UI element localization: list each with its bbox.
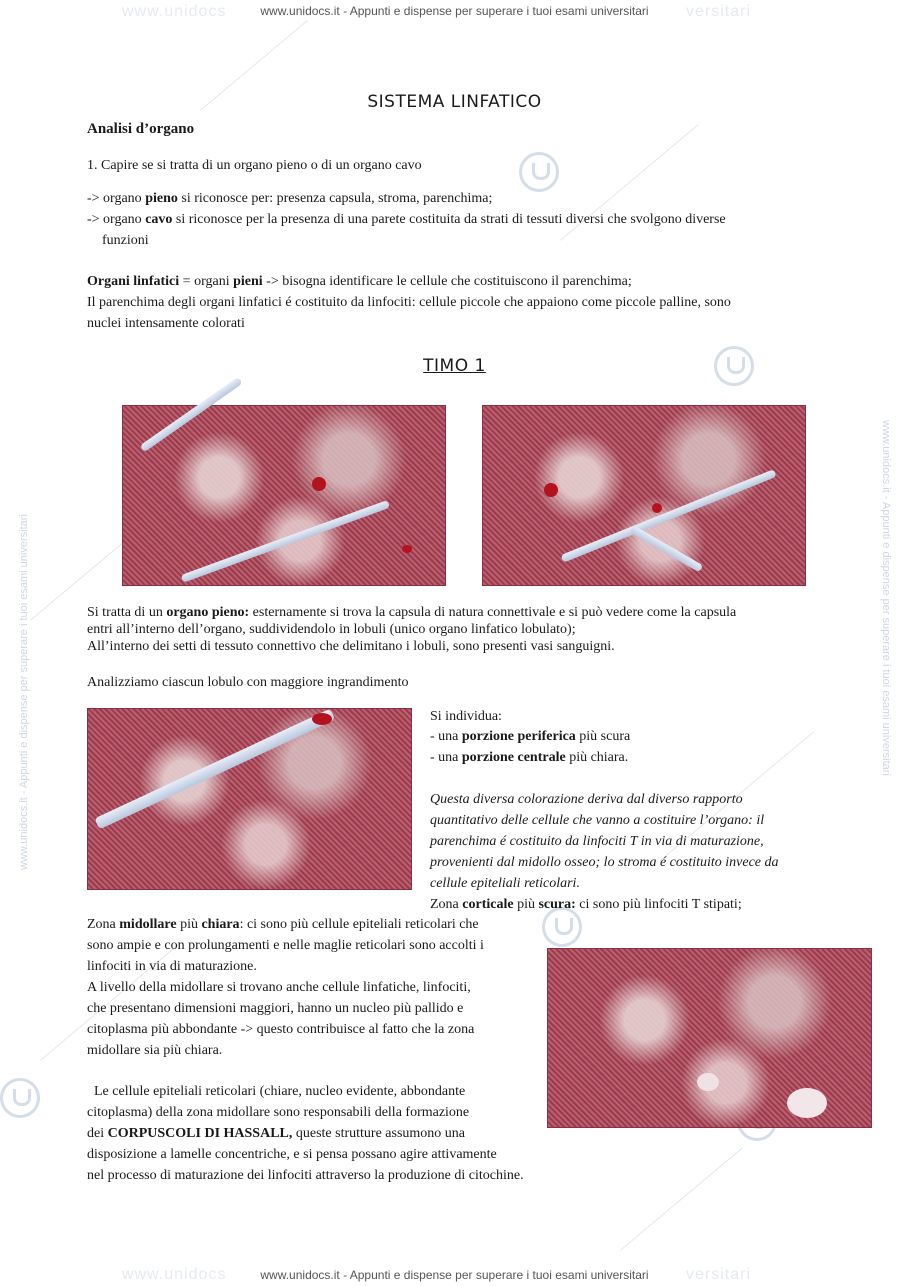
parenchima-line-1: Il parenchima degli organi linfatici é costituito da linfociti: cellule piccole che appaiono come piccole palline, sono bbox=[87, 295, 731, 310]
midollare-line-5: citoplasma più abbondante -> questo contribuisce al fatto che la zona bbox=[87, 1022, 475, 1037]
porzione-centrale: - una porzione centrale più chiara. bbox=[430, 750, 629, 765]
organo-pieno-desc-1: Si tratta di un organo pieno: esternamente si trova la capsula di natura connettivale e si può vedere come la capsula bbox=[87, 605, 737, 620]
organo-cavo-cont: funzioni bbox=[102, 233, 149, 248]
page-title: SISTEMA LINFATICO bbox=[367, 92, 542, 112]
watermark-ghost-left: www.unidocs bbox=[122, 3, 227, 20]
histology-image-2 bbox=[482, 405, 806, 586]
zona-midollare-line: Zona midollare più chiara: ci sono più cellule epiteliali reticolari che bbox=[87, 917, 479, 932]
watermark-ghost-right: versitari bbox=[686, 3, 752, 20]
italic-line-2: quantitativo delle cellule che vanno a costituire l’organo: il bbox=[430, 813, 765, 828]
midollare-line-4: che presentano dimensioni maggiori, hanno un nucleo più pallido e bbox=[87, 1001, 464, 1016]
watermark-ghost-left-bottom: www.unidocs bbox=[122, 1266, 227, 1283]
unidocs-logo-icon bbox=[0, 1078, 40, 1118]
midollare-line-1: sono ampie e con prolungamenti e nelle maglie reticolari sono accolti i bbox=[87, 938, 484, 953]
watermark-footer: www.unidocs.it - Appunti e dispense per superare i tuoi esami universitari bbox=[260, 1268, 649, 1282]
epiteliali-line-4: nel processo di maturazione dei linfociti attraverso la produzione di citochine. bbox=[87, 1168, 524, 1183]
timo-heading: TIMO 1 bbox=[423, 356, 486, 376]
parenchima-line-2: nuclei intensamente colorati bbox=[87, 316, 245, 331]
watermark-ghost-right-bottom: versitari bbox=[686, 1266, 752, 1283]
midollare-line-3: A livello della midollare si trovano anche cellule linfatiche, linfociti, bbox=[87, 980, 471, 995]
step-1: 1. Capire se si tratta di un organo pieno o di un organo cavo bbox=[87, 158, 422, 173]
italic-line-4: provenienti dal midollo osseo; lo stroma é costituito invece da bbox=[430, 855, 779, 870]
porzione-periferica: - una porzione periferica più scura bbox=[430, 729, 631, 744]
italic-line-1: Questa diversa colorazione deriva dal diverso rapporto bbox=[430, 792, 743, 807]
hassall-line: dei CORPUSCOLI DI HASSALL, queste strutture assumono una bbox=[87, 1126, 466, 1141]
epiteliali-line-2: citoplasma) della zona midollare sono responsabili della formazione bbox=[87, 1105, 470, 1120]
watermark-header: www.unidocs.it - Appunti e dispense per superare i tuoi esami universitari bbox=[260, 4, 649, 18]
watermark-side-right: www.unidocs.it - Appunti e dispense per superare i tuoi esami universitari bbox=[880, 420, 892, 776]
watermark-line bbox=[620, 1147, 743, 1251]
midollare-line-6: midollare sia più chiara. bbox=[87, 1043, 223, 1058]
watermark-side-left: www.unidocs.it - Appunti e dispense per superare i tuoi esami universitari bbox=[18, 514, 30, 870]
section-heading: Analisi d’organo bbox=[87, 121, 195, 137]
organo-cavo-line: -> organo cavo si riconosce per la presenza di una parete costituita da strati di tessuti diversi che svolgono diverse bbox=[87, 212, 726, 227]
midollare-line-2: linfociti in via di maturazione. bbox=[87, 959, 257, 974]
organi-linfatici-line: Organi linfatici = organi pieni -> bisogna identificare le cellule che costituiscono il parenchima; bbox=[87, 274, 632, 289]
zona-corticale-line: Zona corticale più scura: ci sono più linfociti T stipati; bbox=[430, 897, 742, 912]
epiteliali-line-3: disposizione a lamelle concentriche, e si pensa possano agire attivamente bbox=[87, 1147, 497, 1162]
analizziamo-line: Analizziamo ciascun lobulo con maggiore ingrandimento bbox=[87, 675, 409, 690]
italic-line-5: cellule epiteliali reticolari. bbox=[430, 876, 580, 891]
individua-line: Si individua: bbox=[430, 709, 502, 724]
epiteliali-line-1: Le cellule epiteliali reticolari (chiare, nucleo evidente, abbondante bbox=[87, 1084, 466, 1099]
italic-line-3: parenchima é costituito da linfociti T in via di maturazione, bbox=[430, 834, 764, 849]
organo-pieno-desc-2: entri all’interno dell’organo, suddividendolo in lobuli (unico organo linfatico lobulato); bbox=[87, 622, 576, 637]
organo-pieno-desc-3: All’interno dei setti di tessuto connettivo che delimitano i lobuli, sono presenti vasi sanguigni. bbox=[87, 639, 615, 654]
histology-image-3 bbox=[87, 708, 412, 890]
histology-image-4 bbox=[547, 948, 872, 1128]
histology-image-1 bbox=[122, 405, 446, 586]
organo-pieno-line: -> organo pieno si riconosce per: presenza capsula, stroma, parenchima; bbox=[87, 191, 493, 206]
unidocs-logo-icon bbox=[519, 152, 559, 192]
